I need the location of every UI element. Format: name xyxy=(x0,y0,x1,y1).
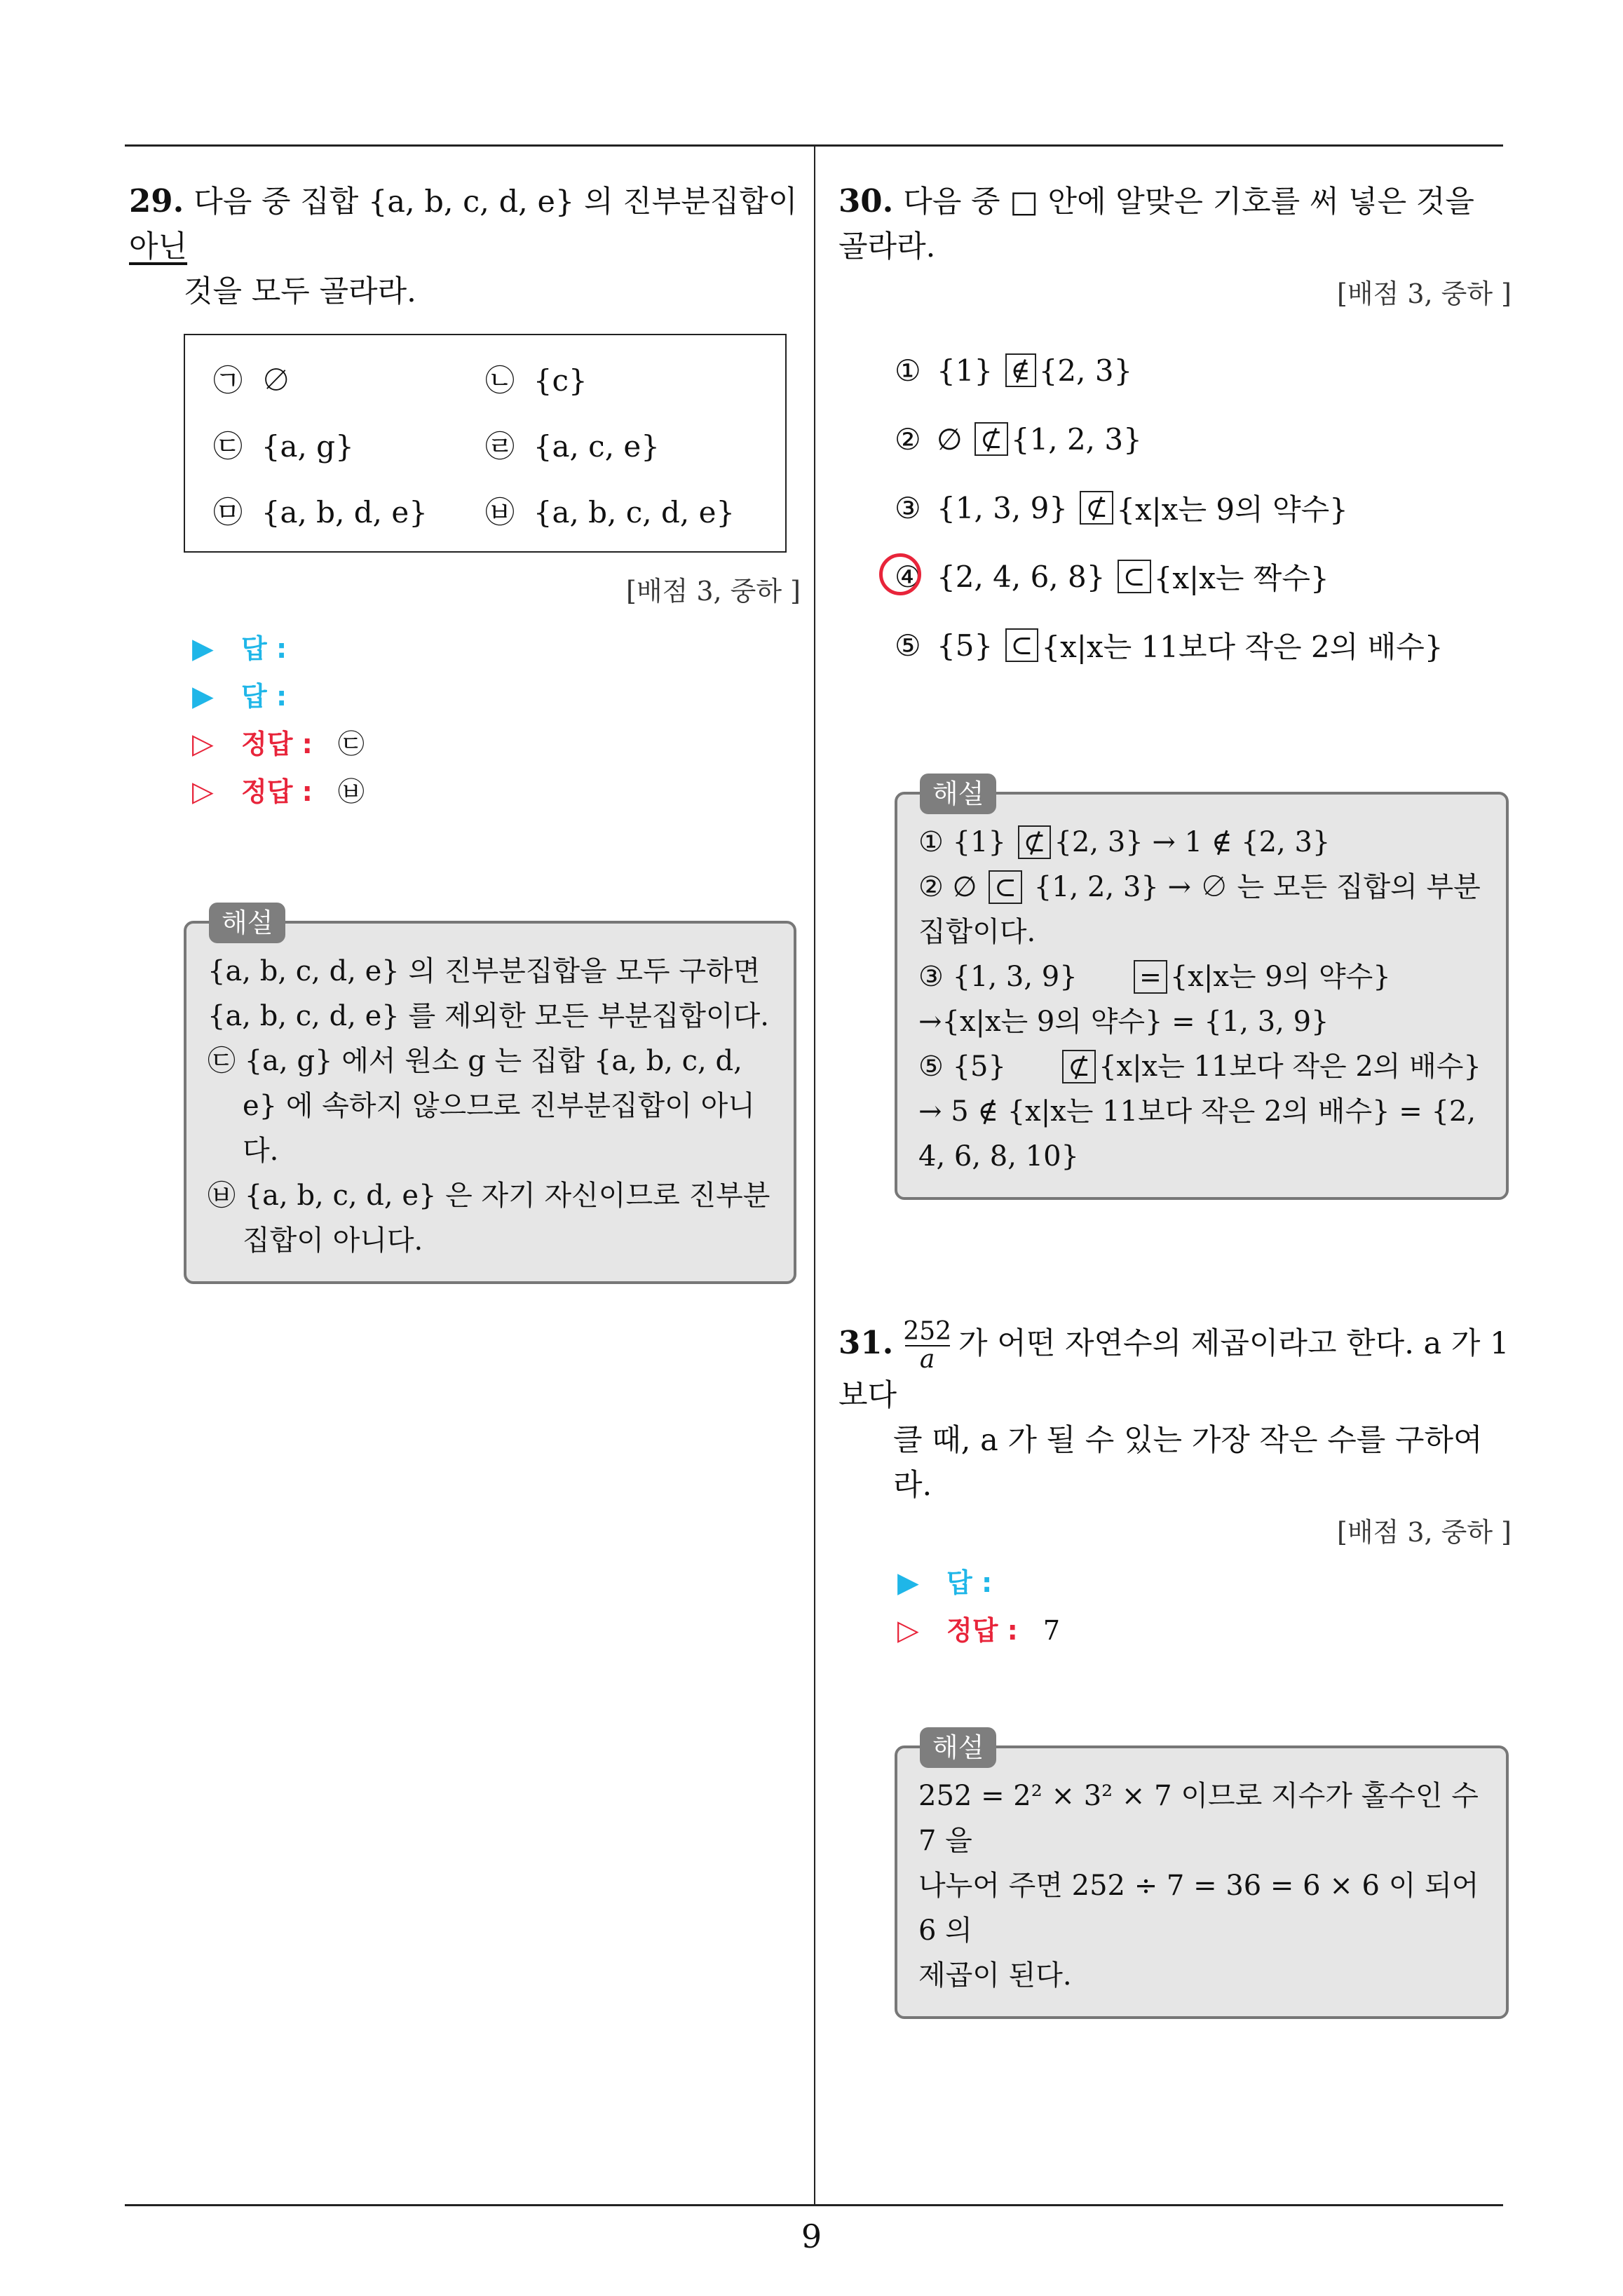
question-text-line2: 클 때, a 가 될 수 있는 가장 작은 수를 구하여라. xyxy=(893,1423,1483,1503)
bottom-rule xyxy=(125,2204,1503,2206)
choice-4[interactable]: ④ {2, 4, 6, 8} ⊂ {x|x는 짝수} xyxy=(838,542,1512,611)
question-29-stem xyxy=(129,179,801,269)
emphasis-underline: 아닌 xyxy=(129,229,188,264)
question-30-stem xyxy=(838,179,1512,269)
solution-line: ① {1} ⊄ {2, 3} → 1 ∉ {2, 3} xyxy=(918,826,1331,858)
solution-line: →{x|x는 9의 약수} = {1, 3, 9} xyxy=(918,1006,1329,1038)
solution-line: 나누어 주면 252 ÷ 7 = 36 = 6 × 6 이 되어 6 의 xyxy=(918,1870,1479,1947)
question-30 xyxy=(838,179,1512,1200)
choice-list xyxy=(838,336,1512,680)
correct-label: 정답 : xyxy=(241,729,313,759)
solution-line: 제곱이 된다. xyxy=(918,1959,1072,1992)
choice-5[interactable]: ⑤ {5} ⊂ {x|x는 11보다 작은 2의 배수} xyxy=(895,628,1444,664)
option[interactable]: ㉥ {a, b, c, d, e} xyxy=(485,495,735,529)
outline-triangle-icon: ▷ xyxy=(897,1614,919,1647)
selected-circle-icon xyxy=(879,553,921,595)
question-number: 29. xyxy=(129,182,184,220)
play-triangle-icon: ▶ xyxy=(897,1567,919,1599)
answer-label: 답 : xyxy=(241,681,287,712)
correct-value: 7 xyxy=(1043,1615,1061,1646)
correct-value: ㉢ xyxy=(337,729,365,759)
solution-line: {a, b, c, d, e} 의 진부분집합을 모두 구하면 xyxy=(208,955,761,987)
score-meta: [배점 3, 중하 ] xyxy=(1337,278,1512,309)
outline-triangle-icon: ▷ xyxy=(192,728,214,760)
option[interactable]: ㉠ ∅ xyxy=(213,363,291,398)
solution-tag: 해설 xyxy=(920,774,996,814)
question-text: 다음 중 집합 {a, b, c, d, e} 의 진부분집합이 xyxy=(193,184,798,220)
answer-section xyxy=(838,1559,1512,1654)
choice-3[interactable]: ③ {1, 3, 9} ⊄ {x|x는 9의 약수} xyxy=(895,490,1348,527)
choice-1[interactable]: ① {1} ∉ {2, 3} xyxy=(895,353,1133,388)
symbol-box: ⊂ xyxy=(1118,560,1151,593)
correct-answer-row xyxy=(192,720,801,768)
symbol-box: ⊂ xyxy=(1005,628,1039,662)
question-number: 31. xyxy=(838,1324,894,1361)
play-triangle-icon: ▶ xyxy=(192,633,214,665)
solution-tag: 해설 xyxy=(209,903,285,943)
question-text: 다음 중 □ 안에 알맞은 기호를 써 넣은 것을 골라라. xyxy=(838,184,1474,264)
solution-box xyxy=(895,1732,1509,2019)
solution-tag: 해설 xyxy=(920,1727,996,1768)
symbol-box: ∉ xyxy=(1005,353,1036,387)
correct-label: 정답 : xyxy=(241,776,313,807)
solution-line: → 5 ∉ {x|x는 11보다 작은 2의 배수} = {2, 4, 6, 8, 10} xyxy=(918,1095,1476,1173)
fraction: $\frac{252}{a}$ xyxy=(903,1317,952,1374)
correct-label: 정답 : xyxy=(946,1615,1018,1646)
solution-line: ② ∅ ⊂ {1, 2, 3} → ∅ 는 모든 집합의 부분집합이다. xyxy=(918,871,1481,948)
solution-line: 252 = 2² × 3² × 7 이므로 지수가 홀수인 수 7 을 xyxy=(918,1780,1479,1857)
question-text: 가 어떤 자연수의 제곱이라고 한다. a 가 1 보다 xyxy=(838,1326,1509,1413)
answer-row[interactable] xyxy=(192,673,801,720)
symbol-box: ⊄ xyxy=(975,422,1008,456)
correct-answer-row xyxy=(192,768,801,816)
option[interactable]: ㉢ {a, g} xyxy=(213,429,354,464)
answer-section xyxy=(129,625,801,816)
page-number: 9 xyxy=(801,2217,822,2255)
answer-row[interactable] xyxy=(192,625,801,673)
solution-box xyxy=(895,778,1509,1200)
option[interactable]: ㉣ {a, c, e} xyxy=(485,429,660,464)
question-29 xyxy=(129,179,801,1284)
play-triangle-icon: ▶ xyxy=(192,680,214,713)
question-31-stem xyxy=(838,1318,1512,1418)
choice-2[interactable]: ② ∅ ⊄ {1, 2, 3} xyxy=(895,421,1142,457)
options-box xyxy=(184,334,787,553)
symbol-box: ⊄ xyxy=(1080,491,1113,525)
question-31 xyxy=(838,1318,1512,2019)
solution-line: ㉢ {a, g} 에서 원소 g 는 집합 {a, b, c, d, e} 에 속하지 않으므로 진부분집합이 아니다. xyxy=(208,1045,755,1167)
correct-value: ㉥ xyxy=(337,776,365,807)
solution-line: ③ {1, 3, 9} = {x|x는 9의 약수} xyxy=(918,961,1391,993)
answer-label: 답 : xyxy=(241,633,287,664)
solution-line: ㉥ {a, b, c, d, e} 은 자기 자신이므로 진부분집합이 아니다. xyxy=(208,1180,770,1257)
option[interactable]: ㉤ {a, b, d, e} xyxy=(213,495,428,529)
question-text-line2: 것을 모두 골라라. xyxy=(184,274,416,309)
column-divider xyxy=(814,144,815,2206)
answer-label: 답 : xyxy=(946,1567,993,1598)
question-number: 30. xyxy=(838,182,894,220)
solution-box xyxy=(184,907,796,1284)
score-meta: [배점 3, 중하 ] xyxy=(626,576,801,607)
answer-row[interactable] xyxy=(897,1559,1512,1607)
solution-line: {a, b, c, d, e} 를 제외한 모든 부분집합이다. xyxy=(208,1000,770,1032)
outline-triangle-icon: ▷ xyxy=(192,776,214,808)
score-meta: [배점 3, 중하 ] xyxy=(1337,1517,1512,1548)
correct-answer-row xyxy=(897,1607,1512,1654)
option[interactable]: ㉡ {c} xyxy=(485,363,588,398)
solution-line: ⑤ {5} ⊄ {x|x는 11보다 작은 2의 배수} xyxy=(918,1051,1481,1083)
